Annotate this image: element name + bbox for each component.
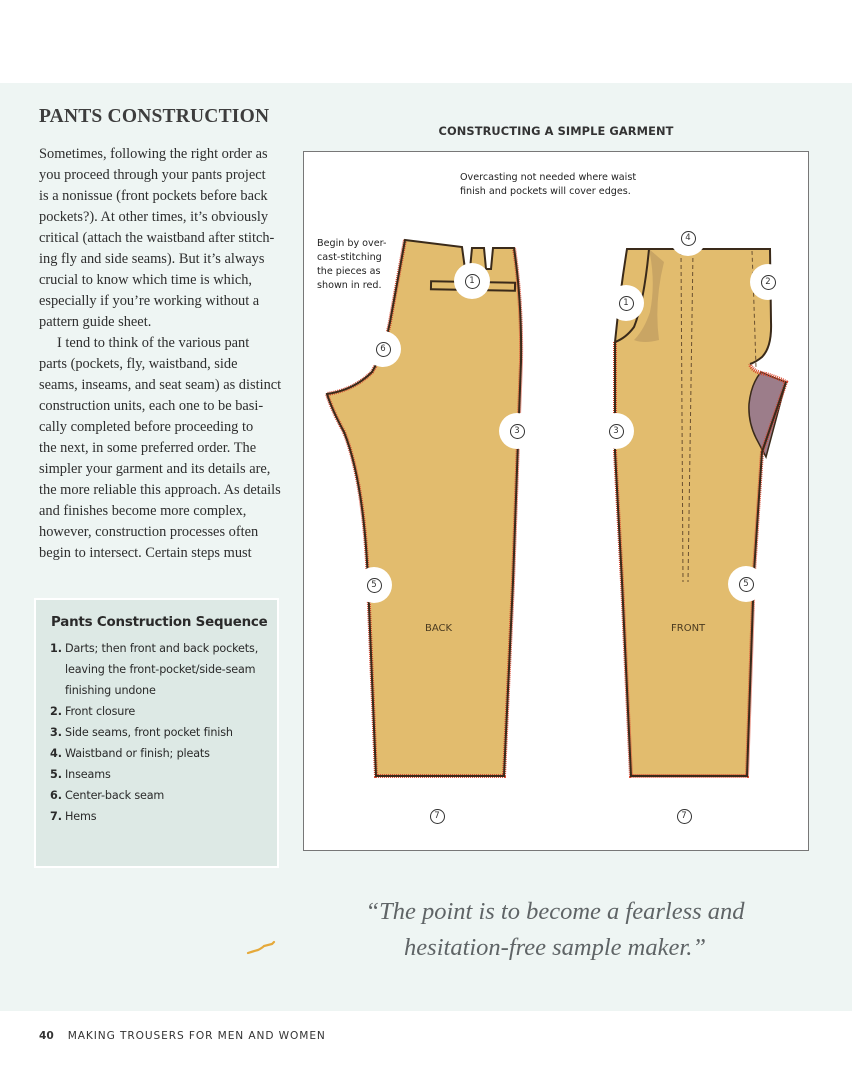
- note-line: Overcasting not needed where waist: [460, 172, 637, 183]
- sequence-line: Darts; then front and back pockets,: [65, 642, 259, 655]
- body-line: crucial to know which time is which,: [39, 272, 253, 288]
- step-number: 3: [510, 424, 525, 439]
- body-line: ing fly and side seams). But it’s always: [39, 251, 265, 267]
- step-number: 5: [367, 578, 382, 593]
- body-line: parts (pockets, fly, waistband, side: [39, 356, 238, 372]
- body-line: critical (attach the waistband after stitch-: [39, 230, 275, 246]
- step-number: 1: [465, 274, 480, 289]
- body-line: cally completed before proceeding to: [39, 419, 254, 435]
- step-number: 2: [761, 275, 776, 290]
- quote-line: hesitation-free sample maker.”: [404, 934, 706, 961]
- sequence-list: [50, 638, 280, 827]
- step-marker: [608, 285, 644, 321]
- step-marker: [356, 567, 392, 603]
- body-text: [39, 144, 287, 564]
- step-number: 5: [739, 577, 754, 592]
- squiggle-mark: [246, 938, 278, 958]
- note-begin: [317, 237, 386, 293]
- body-line: seams, inseams, and seat seam) as distinct: [39, 377, 282, 393]
- body-line: begin to intersect. Certain steps must: [39, 545, 252, 561]
- sequence-text: Hems: [65, 810, 97, 823]
- body-line: especially if you’re working without a: [39, 293, 260, 309]
- note-overcasting: [460, 171, 636, 199]
- sequence-number: 3.: [50, 726, 63, 739]
- sequence-line: finishing undone: [65, 684, 156, 697]
- body-line: you proceed through your pants project: [39, 167, 266, 183]
- sequence-item: [50, 743, 280, 764]
- front-leg-fill: [615, 249, 786, 776]
- back-leg-fill: [327, 240, 521, 776]
- step-number: 4: [681, 231, 696, 246]
- sequence-item: [50, 764, 280, 785]
- step-number: 1: [619, 296, 634, 311]
- sequence-text: Inseams: [65, 768, 111, 781]
- note-line: Begin by over-: [317, 238, 387, 249]
- sequence-number: 1.: [50, 642, 63, 655]
- sequence-text: Front closure: [65, 705, 136, 718]
- note-line: the pieces as: [317, 266, 381, 277]
- body-line: I tend to think of the various pant: [57, 335, 250, 351]
- body-line: the next, in some preferred order. The: [39, 440, 257, 456]
- body-line: simpler your garment and its details are,: [39, 461, 271, 477]
- step-marker: [598, 413, 634, 449]
- body-line: construction units, each one to be basi-: [39, 398, 264, 414]
- page-number: 40: [39, 1030, 54, 1042]
- sequence-number: 4.: [50, 747, 63, 760]
- body-line: pattern guide sheet.: [39, 314, 152, 330]
- sidebar-title: Pants Construction Sequence: [51, 615, 268, 630]
- step-number: 3: [609, 424, 624, 439]
- step-marker: [454, 263, 490, 299]
- note-line: shown in red.: [317, 280, 382, 291]
- sequence-line: leaving the front-pocket/side-seam: [65, 663, 256, 676]
- body-line: pockets?). At other times, it’s obviously: [39, 209, 269, 225]
- sequence-text: Center-back seam: [65, 789, 165, 802]
- step-number: 7: [430, 809, 445, 824]
- sequence-item: [50, 722, 280, 743]
- sequence-text: Waistband or finish; pleats: [65, 747, 210, 760]
- sequence-number: 2.: [50, 705, 63, 718]
- step-marker: [365, 331, 401, 367]
- note-line: cast-stitching: [317, 252, 382, 263]
- section-heading: PANTS CONSTRUCTION: [39, 106, 270, 127]
- back-label: BACK: [425, 623, 453, 634]
- sequence-item: [50, 638, 280, 701]
- body-line: and finishes become more complex,: [39, 503, 247, 519]
- step-marker: [670, 220, 706, 256]
- sequence-item: [50, 785, 280, 806]
- sequence-item: [50, 701, 280, 722]
- body-line: however, construction processes often: [39, 524, 259, 540]
- step-marker: [666, 798, 702, 834]
- sequence-number: 5.: [50, 768, 63, 781]
- running-title: MAKING TROUSERS FOR MEN AND WOMEN: [67, 1030, 326, 1042]
- front-label: FRONT: [671, 623, 706, 634]
- step-number: 6: [376, 342, 391, 357]
- page-footer: [39, 1030, 326, 1042]
- pull-quote: [330, 894, 780, 966]
- step-marker: [419, 798, 455, 834]
- step-number: 7: [677, 809, 692, 824]
- sequence-number: 7.: [50, 810, 63, 823]
- sequence-sidebar: [36, 600, 277, 866]
- step-marker: [499, 413, 535, 449]
- step-marker: [750, 264, 786, 300]
- step-marker: [728, 566, 764, 602]
- sequence-item: [50, 806, 280, 827]
- body-line: Sometimes, following the right order as: [39, 146, 268, 162]
- note-line: finish and pockets will cover edges.: [460, 186, 631, 197]
- sequence-text: [65, 638, 280, 701]
- sequence-text: Side seams, front pocket finish: [65, 726, 233, 739]
- pattern-figure: [303, 151, 809, 851]
- body-line: is a nonissue (front pockets before back: [39, 188, 268, 204]
- sequence-number: 6.: [50, 789, 63, 802]
- body-line: the more reliable this approach. As details: [39, 482, 281, 498]
- figure-title: CONSTRUCTING A SIMPLE GARMENT: [438, 124, 674, 138]
- quote-line: “The point is to become a fearless and: [365, 898, 745, 925]
